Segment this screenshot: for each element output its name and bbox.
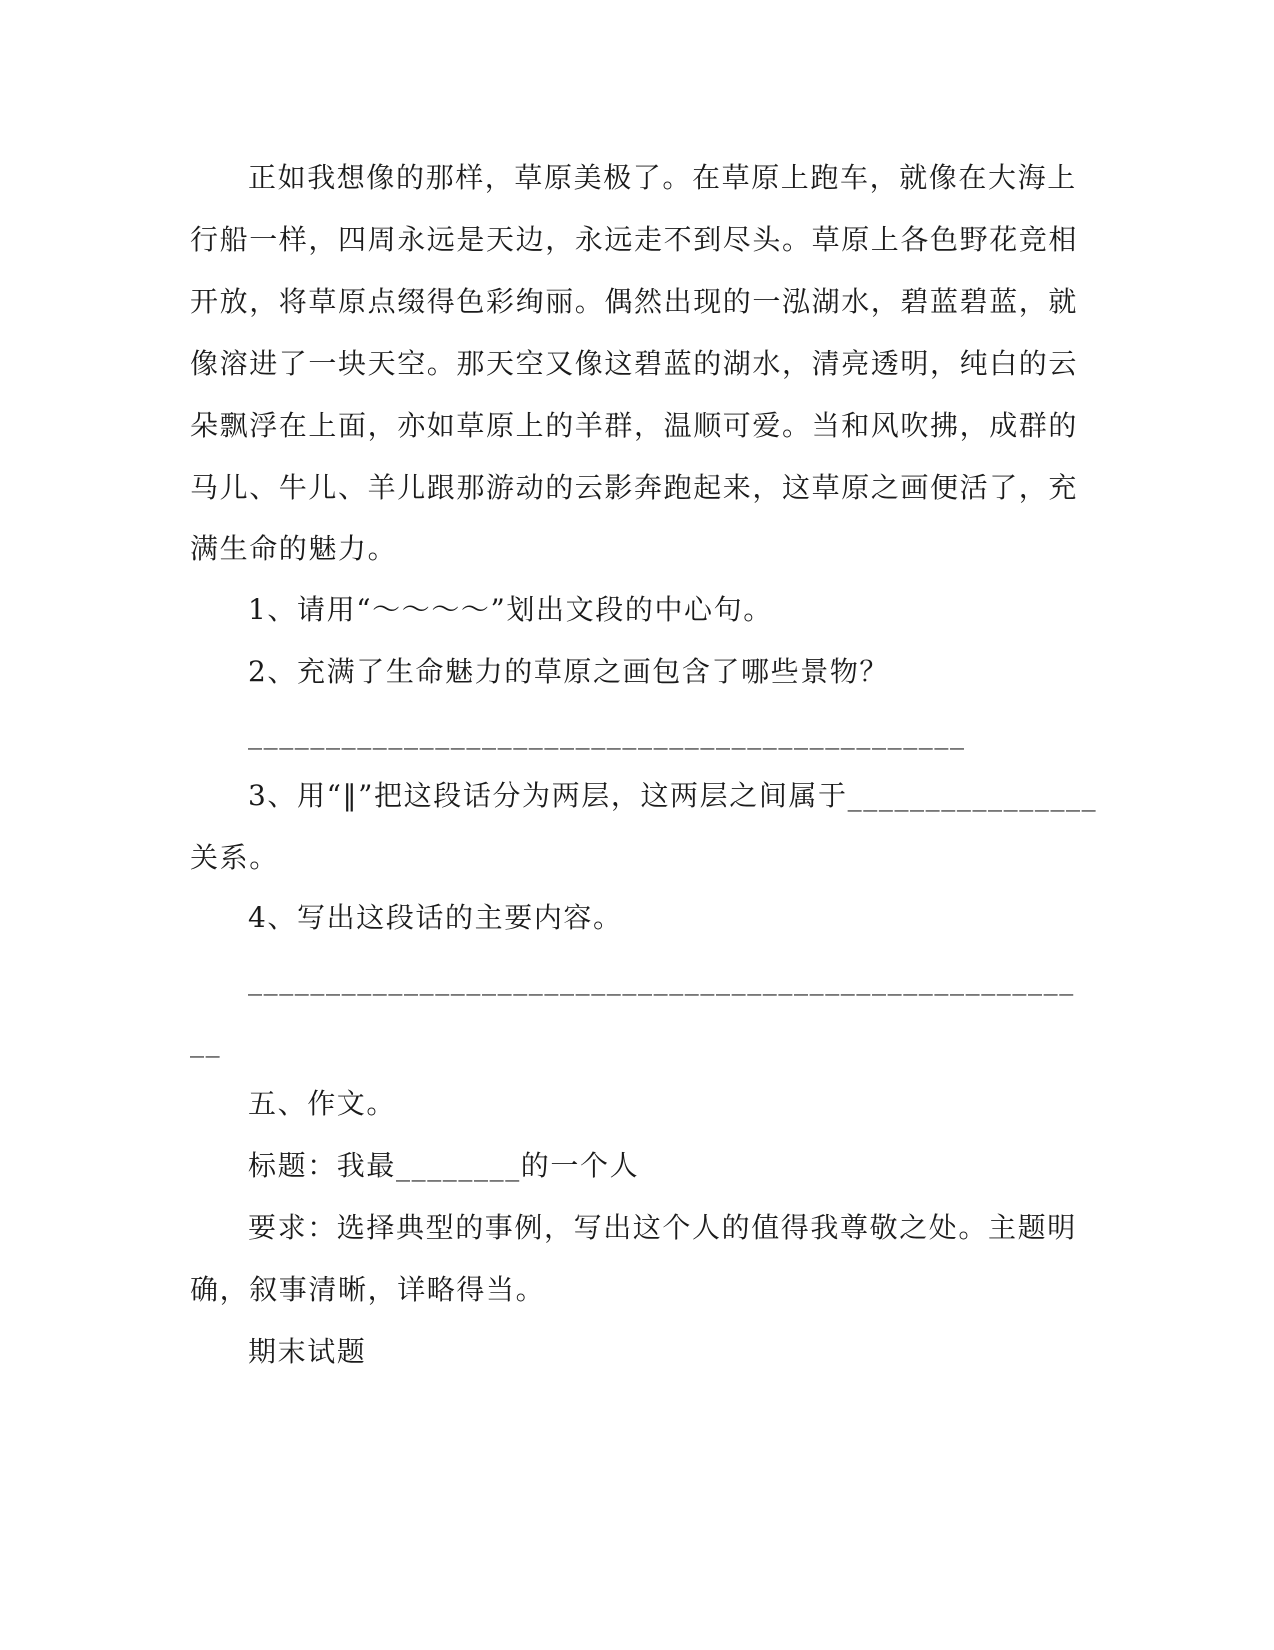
passage-line: 像溶进了一块天空。那天空又像这碧蓝的湖水，清亮透明，纯白的云 bbox=[190, 347, 1079, 380]
passage-line: 行船一样，四周永远是天边，永远走不到尽头。草原上各色野花竞相 bbox=[190, 223, 1079, 256]
question-3: 3、用“‖”把这段话分为两层，这两层之间属于________________ bbox=[248, 779, 1098, 812]
passage-line: 满生命的魅力。 bbox=[190, 532, 398, 565]
composition-requirement: 要求：选择典型的事例，写出这个人的值得我尊敬之处。主题明 bbox=[248, 1211, 1077, 1244]
question-2: 2、充满了生命魅力的草原之画包含了哪些景物？ bbox=[248, 655, 890, 688]
composition-title: 标题：我最________的一个人 bbox=[248, 1149, 640, 1182]
answer-blank-line: ______________________________________________ bbox=[248, 717, 966, 750]
question-3-continued: 关系。 bbox=[190, 841, 279, 874]
composition-requirement-continued: 确，叙事清晰，详略得当。 bbox=[190, 1273, 546, 1306]
passage-line: 正如我想像的那样，草原美极了。在草原上跑车，就像在大海上 bbox=[248, 161, 1077, 194]
section-heading: 五、作文。 bbox=[248, 1087, 397, 1120]
footer-heading: 期末试题 bbox=[248, 1335, 367, 1368]
question-1: 1、请用“～～～～”划出文段的中心句。 bbox=[248, 593, 773, 626]
question-4: 4、写出这段话的主要内容。 bbox=[248, 901, 623, 934]
answer-blank-line: _____________________________________________________ bbox=[248, 963, 1075, 996]
answer-blank-line: __ bbox=[190, 1025, 222, 1058]
passage-line: 朵飘浮在上面，亦如草原上的羊群，温顺可爱。当和风吹拂，成群的 bbox=[190, 409, 1079, 442]
passage-line: 开放，将草原点缀得色彩绚丽。偶然出现的一泓湖水，碧蓝碧蓝，就 bbox=[190, 285, 1079, 318]
passage-line: 马儿、牛儿、羊儿跟那游动的云影奔跑起来，这草原之画便活了，充 bbox=[190, 471, 1079, 504]
